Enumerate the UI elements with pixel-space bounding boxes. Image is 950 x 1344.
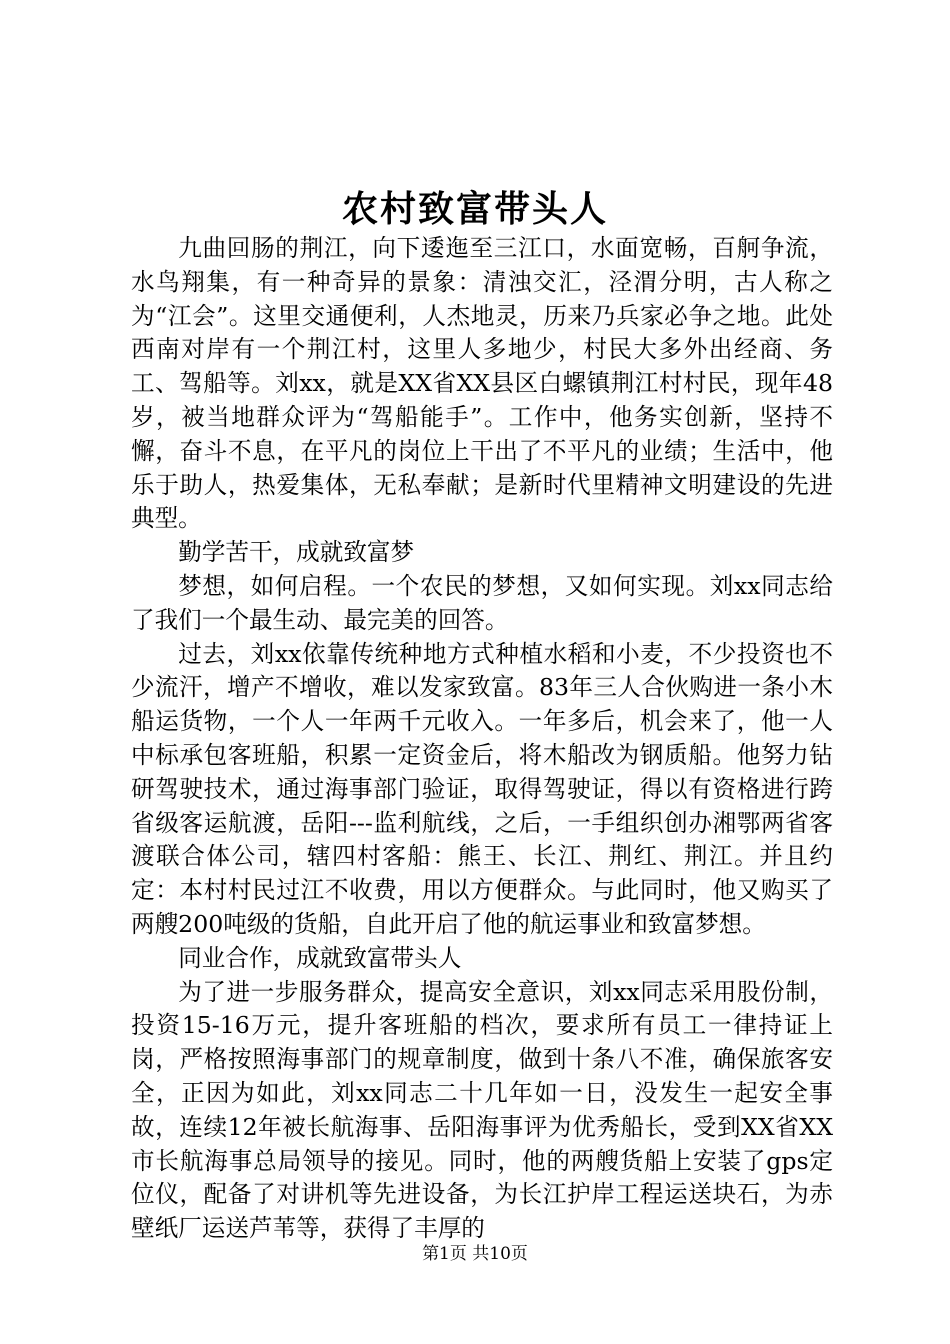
document-title: 农村致富带头人 [341, 188, 608, 230]
document-body [131, 232, 833, 1246]
section-heading-study: 勤学苦干，成就致富梦 [178, 538, 415, 567]
paragraph-past: 过去，刘xx依靠传统种地方式种植水稻和小麦，不少投资也不少流汗，增产不增收，难以发家致富。83年三人合伙购进一条小木船运货物，一个人一年两千元收入。一年多后，机会来了，他一人中标承包客班船，积累一定资金后，将木船改为钢质船。他努力钻研驾驶技术，通过海事部门验证，取得驾驶证，得以有资格进行跨省级客运航渡，岳阳---监利航线，之后，一手组织创办湘鄂两省客渡联合体公司，辖四村客船：熊王、长江、荆红、荆江。并且约定：本村村民过江不收费，用以方便群众。与此同时，他又购买了两艘200吨级的货船，自此开启了他的航运事业和致富梦想。 [131, 639, 833, 938]
paragraph-dream: 梦想，如何启程。一个农民的梦想，又如何实现。刘xx同志给了我们一个最生动、最完美的回答。 [131, 571, 833, 634]
paragraph-intro: 九曲回肠的荆江，向下逶迤至三江口，水面宽畅，百舸争流，水鸟翔集，有一种奇异的景象：清浊交汇，泾渭分明，古人称之为“江会”。这里交通便利，人杰地灵，历来乃兵家必争之地。此处西南对岸有一个荆江村，这里人多地少，村民大多外出经商、务工、驾船等。刘xx，就是XX省XX县区白螺镇荆江村村民，现年48岁，被当地群众评为“驾船能手”。工作中，他务实创新，坚持不懈，奋斗不息，在平凡的岗位上干出了不平凡的业绩；生活中，他乐于助人，热爱集体，无私奉献；是新时代里精神文明建设的先进典型。 [131, 234, 833, 533]
page-footer: 第1页 共10页 [422, 1244, 528, 1264]
section-heading-cooperation: 同业合作，成就致富带头人 [178, 943, 462, 972]
paragraph-service: 为了进一步服务群众，提高安全意识，刘xx同志采用股份制，投资15-16万元，提升客班船的档次，要求所有员工一律持证上岗，严格按照海事部门的规章制度，做到十条八不准，确保旅客安全，正因为如此，刘xx同志二十几年如一日，没发生一起安全事故，连续12年被长航海事、岳阳海事评为优秀船长，受到XX省XX市长航海事总局领导的接见。同时，他的两艘货船上安装了gps定位仪，配备了对讲机等先进设备，为长江护岸工程运送块石，为赤壁纸厂运送芦苇等，获得了丰厚的 [131, 977, 833, 1243]
